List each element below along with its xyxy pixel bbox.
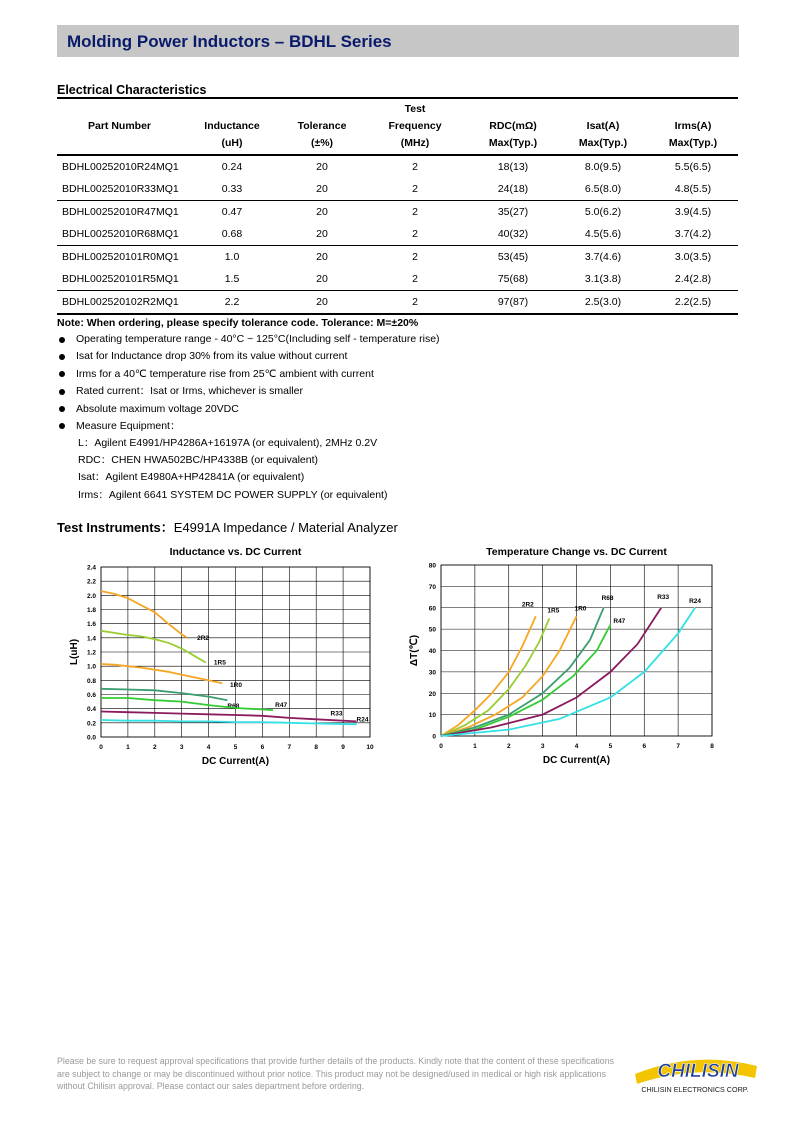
y-axis-label: L(uH): [69, 638, 80, 666]
table-cell: 2: [412, 161, 418, 173]
x-tick-label: 1: [473, 743, 477, 750]
table-cell: 2.2: [224, 296, 240, 308]
spec-table: [57, 99, 738, 315]
table-cell: 20: [316, 161, 328, 173]
table-cell: 75(68): [497, 273, 529, 285]
x-tick-label: 7: [287, 744, 292, 751]
table-row: [57, 155, 738, 178]
series-line-R24: [101, 720, 357, 724]
series-label: 1R0: [574, 605, 587, 613]
list-item: Measure Equipment：: [57, 418, 440, 435]
series-label: 2R2: [521, 601, 534, 609]
table-cell: BDHL002520101R5MQ1: [62, 273, 179, 285]
list-item: Absolute maximum voltage 20VDC: [57, 401, 440, 418]
series-label: R33: [657, 593, 670, 601]
x-tick-label: 10: [366, 744, 374, 751]
column-header-line: [282, 101, 362, 118]
table-cell: 5.5(6.5): [674, 161, 712, 173]
y-tick-label: 0.6: [86, 692, 96, 699]
x-tick-label: 3: [179, 744, 184, 751]
temperature-chart: [400, 540, 735, 775]
series-line-1R5: [101, 631, 206, 663]
x-tick-label: 5: [608, 743, 613, 750]
y-tick-label: 20: [428, 690, 436, 698]
series-label: R24: [689, 597, 701, 605]
equipment-item: Isat：Agilent E4980A+HP42841A (or equivalent): [78, 471, 305, 484]
equipment-item: RDC：CHEN HWA502BC/HP4338B (or equivalent): [78, 454, 319, 467]
table-cell: 20: [316, 296, 328, 308]
table-cell: 20: [316, 228, 328, 240]
x-tick-label: 6: [642, 743, 647, 750]
series-label: 2R2: [197, 634, 210, 642]
table-cell: 4.5(5.6): [584, 228, 622, 240]
table-cell: 0.33: [221, 183, 243, 195]
table-cell: 3.1(3.8): [584, 273, 622, 285]
column-header-line: Test: [404, 103, 426, 115]
test-instruments-label: Test Instruments：: [57, 520, 174, 535]
column-header-line: Irms(A): [674, 120, 712, 132]
y-tick-label: 1.0: [86, 663, 96, 671]
table-cell: 20: [316, 251, 328, 263]
x-tick-label: 4: [574, 743, 579, 750]
list-item: Operating temperature range - 40°C ~ 125°C(Including self - temperature rise): [57, 331, 440, 348]
series-label: R33: [330, 710, 343, 718]
series-label: R68: [601, 594, 614, 602]
table-cell: BDHL00252010R68MQ1: [62, 228, 179, 240]
x-tick-label: 0: [439, 743, 443, 750]
y-tick-label: 80: [428, 562, 436, 570]
x-tick-label: 9: [341, 744, 345, 751]
table-row: [57, 223, 738, 246]
column-header-line: (uH): [221, 137, 243, 149]
column-header-line: Inductance: [204, 120, 260, 132]
y-tick-label: 30: [428, 669, 436, 677]
table-cell: 0.47: [221, 206, 243, 218]
series-label: R47: [275, 702, 288, 710]
table-cell: 8.0(9.5): [584, 161, 622, 173]
equipment-item: Irms：Agilent 6641 SYSTEM DC POWER SUPPLY (or equivalent): [78, 488, 388, 501]
table-cell: 20: [316, 206, 328, 218]
x-tick-label: 3: [540, 743, 545, 750]
y-tick-label: 2.2: [86, 578, 96, 586]
list-item: Rated current：Isat or Irms, whichever is smaller: [57, 383, 440, 400]
test-instruments-value: E4991A Impedance / Material Analyzer: [173, 520, 398, 535]
column-header-line: Tolerance: [297, 120, 347, 132]
table-row: [57, 246, 738, 269]
header-bar: [57, 25, 739, 57]
column-header: [558, 99, 648, 155]
table-row: [57, 268, 738, 291]
table-cell: BDHL00252010R47MQ1: [62, 206, 179, 218]
table-cell: 20: [316, 183, 328, 195]
column-header-line: [558, 101, 648, 118]
table-row: [57, 178, 738, 201]
test-instruments: [57, 517, 398, 536]
series-label: 1R5: [547, 607, 560, 615]
table-cell: 40(32): [497, 228, 529, 240]
table-cell: 4.8(5.5): [674, 183, 712, 195]
y-tick-label: 2.0: [86, 592, 96, 600]
table-cell: 97(87): [497, 296, 529, 308]
x-tick-label: 4: [206, 744, 211, 751]
column-header-line: (MHz): [400, 137, 430, 149]
x-tick-label: 0: [99, 744, 103, 751]
x-tick-label: 2: [152, 744, 157, 751]
column-header: [57, 99, 182, 155]
section-title: Electrical Characteristics: [57, 83, 207, 97]
column-header: [468, 99, 558, 155]
column-header-line: RDC(mΩ): [489, 120, 537, 132]
table-cell: 18(13): [497, 161, 529, 173]
table-cell: 0.24: [221, 161, 243, 173]
table-cell: 3.0(3.5): [674, 251, 712, 263]
table-cell: 2.5(3.0): [584, 296, 622, 308]
table-cell: 6.5(8.0): [584, 183, 622, 195]
table-cell: 3.7(4.2): [674, 228, 712, 240]
column-header-line: [57, 135, 182, 152]
table-cell: 2: [412, 296, 418, 308]
x-tick-label: 7: [676, 743, 680, 750]
inductance-chart: [65, 540, 385, 775]
table-cell: 24(18): [497, 183, 529, 195]
x-tick-label: 2: [506, 743, 511, 750]
x-tick-label: 6: [260, 744, 265, 751]
table-cell: 2.2(2.5): [674, 296, 712, 308]
x-axis-label: DC Current(A): [201, 756, 270, 767]
table-header-row: [57, 99, 738, 155]
series-line-2R2: [101, 591, 187, 638]
table-cell: 2.4(2.8): [674, 273, 712, 285]
column-header-line: Part Number: [87, 120, 151, 132]
table-cell: 53(45): [497, 251, 529, 263]
table-cell: 1.0: [224, 251, 240, 263]
x-tick-label: 8: [314, 744, 319, 751]
table-cell: 2: [412, 273, 418, 285]
column-header-line: Max(Typ.): [578, 137, 628, 149]
column-header-line: Max(Typ.): [488, 137, 538, 149]
column-header-line: Frequency: [388, 120, 442, 132]
y-tick-label: 1.6: [86, 621, 96, 629]
x-axis-label: DC Current(A): [542, 755, 611, 766]
series-label: 1R0: [230, 682, 242, 690]
table-row: [57, 201, 738, 224]
y-tick-label: 0.0: [86, 734, 96, 742]
column-header: [362, 99, 468, 155]
table-cell: BDHL002520101R0MQ1: [62, 251, 179, 263]
x-tick-label: 1: [126, 744, 130, 751]
ordering-note: Note: When ordering, please specify tolerance code. Tolerance: M=±20%: [57, 317, 419, 329]
y-tick-label: 60: [428, 605, 436, 613]
table-cell: 1.5: [224, 273, 240, 285]
column-header-line: [182, 101, 282, 118]
svg-text:CHILISIN: CHILISIN: [657, 1061, 739, 1082]
series-line-R47: [101, 698, 273, 710]
y-tick-label: 0.4: [86, 706, 96, 714]
y-tick-label: 10: [428, 712, 436, 720]
column-header-line: Isat(A): [586, 120, 620, 132]
y-tick-label: 40: [428, 648, 436, 655]
column-header: [648, 99, 738, 155]
chart-title: Temperature Change vs. DC Current: [486, 546, 667, 558]
table-cell: 2: [412, 206, 418, 218]
footer-disclaimer: Please be sure to request approval specifications that provide further details of the products. Kindly note that the content of these specifications are subject to change or may be discontinued without prior notice. This product may not be designed/used in medical or high risk applications without Chilisin approval. Please contact our sales department before ordering.: [57, 1056, 614, 1091]
x-tick-label: 5: [233, 744, 238, 751]
y-tick-label: 1.8: [86, 607, 96, 614]
table-cell: 20: [316, 273, 328, 285]
y-tick-label: 0.2: [86, 720, 96, 728]
y-tick-label: 50: [428, 626, 436, 634]
page-title: Molding Power Inductors – BDHL Series: [67, 32, 392, 51]
y-tick-label: 70: [428, 583, 436, 591]
equipment-item: L：Agilent E4991/HP4286A+16197A (or equivalent), 2MHz 0.2V: [78, 437, 378, 449]
series-label: R24: [356, 716, 369, 724]
y-tick-label: 2.4: [86, 564, 96, 572]
y-tick-label: 1.4: [86, 635, 96, 643]
column-header-line: (±%): [310, 137, 334, 149]
x-tick-label: 8: [710, 743, 714, 750]
chilisin-logo: [625, 1048, 765, 1096]
table-cell: 2: [412, 183, 418, 195]
table-cell: 3.7(4.6): [584, 251, 622, 263]
column-header-line: [468, 101, 558, 118]
series-label: 1R5: [213, 659, 226, 667]
list-item: Isat for Inductance drop 30% from its value without current: [57, 348, 440, 365]
chart-title: Inductance vs. DC Current: [169, 546, 302, 558]
table-row: [57, 291, 738, 315]
column-header-line: [57, 101, 182, 118]
y-tick-label: 1.2: [86, 649, 96, 657]
equipment-list: [78, 435, 387, 504]
column-header: [182, 99, 282, 155]
series-label: R68: [227, 703, 240, 711]
table-cell: BDHL00252010R33MQ1: [62, 183, 179, 195]
table-cell: 2: [412, 228, 418, 240]
series-label: R47: [613, 617, 626, 625]
column-header-line: Max(Typ.): [668, 137, 718, 149]
table-cell: 3.9(4.5): [674, 206, 712, 218]
table-cell: BDHL002520102R2MQ1: [62, 296, 179, 308]
y-tick-label: 0: [432, 733, 436, 741]
table-cell: BDHL00252010R24MQ1: [62, 161, 179, 173]
table-cell: 35(27): [497, 206, 529, 218]
table-cell: 5.0(6.2): [584, 206, 622, 218]
column-header: [282, 99, 362, 155]
svg-text:CHILISIN ELECTRONICS CORP.: CHILISIN ELECTRONICS CORP.: [641, 1085, 749, 1094]
table-cell: 0.68: [221, 228, 243, 240]
list-item: Irms for a 40℃ temperature rise from 25℃ ambient with current: [57, 366, 440, 383]
notes-list: [57, 331, 440, 435]
y-axis-label: ΔT(℃): [409, 634, 420, 667]
column-header-line: [648, 101, 738, 118]
table-cell: 2: [412, 251, 418, 263]
series-line-1R5: [441, 618, 549, 736]
y-tick-label: 0.8: [86, 677, 96, 685]
table-body: [57, 155, 738, 314]
